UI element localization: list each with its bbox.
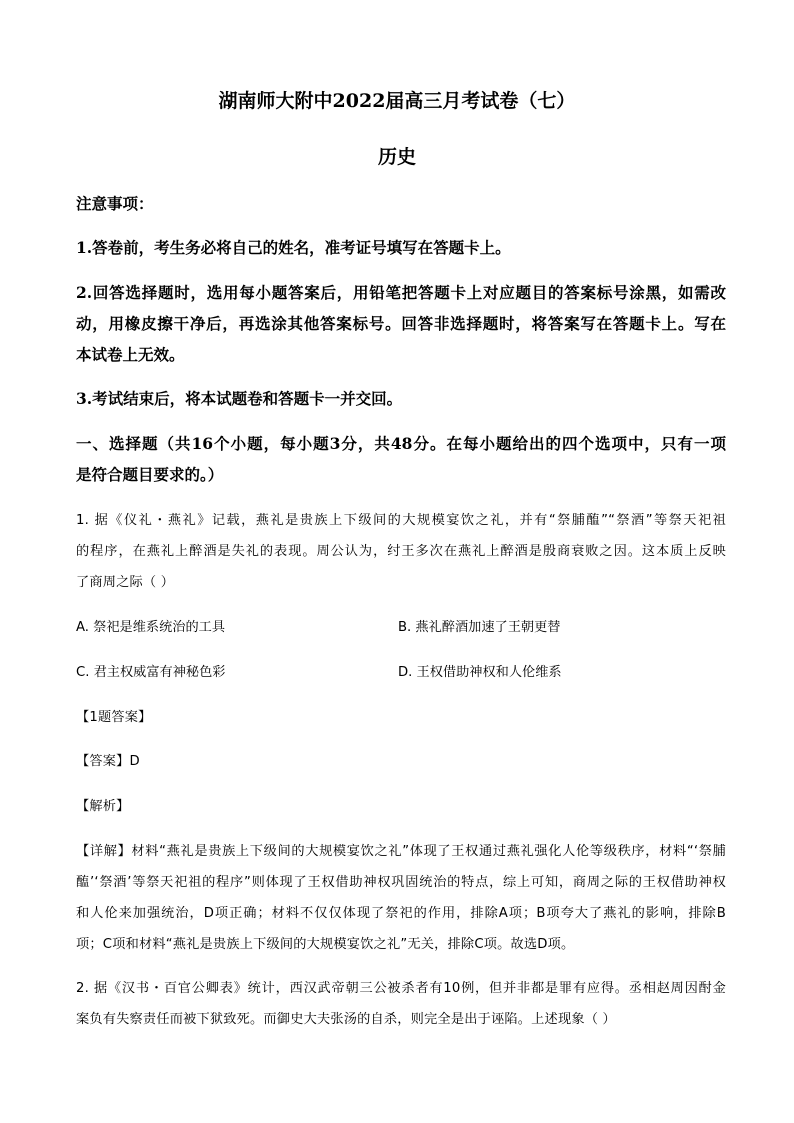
notice-item-3: 3.考试结束后，将本试题卷和答题卡一并交回。 xyxy=(76,389,403,408)
q1-stem-line-2: 的程序，在燕礼上醉酒是失礼的表现。周公认为，纣王多次在燕礼上醉酒是殷商衰败之因。这本质上反映 xyxy=(76,544,726,559)
exam-title: 湖南师大附中2022届高三月考试卷（七） xyxy=(218,90,576,112)
q1-option-d: D. 王权借助神权和人伦维系 xyxy=(398,665,562,680)
q1-stem-line-3: 了商周之际（ ） xyxy=(76,575,175,590)
notice-item-2-line-3: 本试卷上无效。 xyxy=(76,345,185,364)
notice-item-2-line-1: 2.回答选择题时，选用每小题答案后，用铅笔把答题卡上对应题目的答案标号涂黑，如需改 xyxy=(76,283,726,302)
q1-detail-line-4: 项；C项和材料“燕礼是贵族上下级间的大规模宴饮之礼”无关，排除C项。故选D项。 xyxy=(76,937,575,952)
q1-option-b: B. 燕礼醉酒加速了王朝更替 xyxy=(398,620,561,635)
q1-answer-tag: 【1题答案】 xyxy=(76,710,152,725)
notice-heading: 注意事项： xyxy=(76,194,154,213)
q1-option-a: A. 祭祀是维系统治的工具 xyxy=(76,620,226,635)
q1-detail-line-1: 【详解】材料“燕礼是贵族上下级间的大规模宴饮之礼”体现了王权通过燕礼强化人伦等级秩序，材料“‘祭脯 xyxy=(76,844,726,859)
notice-item-2-line-2: 动，用橡皮擦干净后，再选涂其他答案标号。回答非选择题时，将答案写在答题卡上。写在 xyxy=(76,314,726,333)
q1-option-c: C. 君主权威富有神秘色彩 xyxy=(76,665,226,680)
q1-stem-line-1: 1. 据《仪礼・燕礼》记载，燕礼是贵族上下级间的大规模宴饮之礼，并有“祭脯醢”“祭酒”等祭天祀祖 xyxy=(76,513,726,528)
q1-analysis-tag: 【解析】 xyxy=(76,799,130,814)
q1-detail-line-2: 醢’‘祭酒’等祭天祀祖的程序”则体现了王权借助神权巩固统治的特点，综上可知，商周之际的王权借助神权 xyxy=(76,875,726,890)
q1-answer: 【答案】D xyxy=(76,754,140,769)
q2-stem-line-2: 案负有失察责任而被下狱致死。而御史大夫张汤的自杀，则完全是出于诬陷。上述现象（ ） xyxy=(76,1012,616,1027)
subject-title: 历史 xyxy=(377,146,416,168)
notice-item-1: 1.答卷前，考生务必将自己的姓名，准考证号填写在答题卡上。 xyxy=(76,238,511,257)
section-heading-line-1: 一、选择题（共16个小题，每小题3分，共48分。在每小题给出的四个选项中，只有一项 xyxy=(76,434,726,453)
section-heading-line-2: 是符合题目要求的。） xyxy=(76,465,224,484)
q1-detail-line-3: 和人伦来加强统治，D项正确；材料不仅仅体现了祭祀的作用，排除A项；B项夸大了燕礼的影响，排除B xyxy=(76,906,726,921)
q2-stem-line-1: 2. 据《汉书・百官公卿表》统计，西汉武帝朝三公被杀者有10例，但并非都是罪有应得。丞相赵周因酎金 xyxy=(76,981,726,996)
